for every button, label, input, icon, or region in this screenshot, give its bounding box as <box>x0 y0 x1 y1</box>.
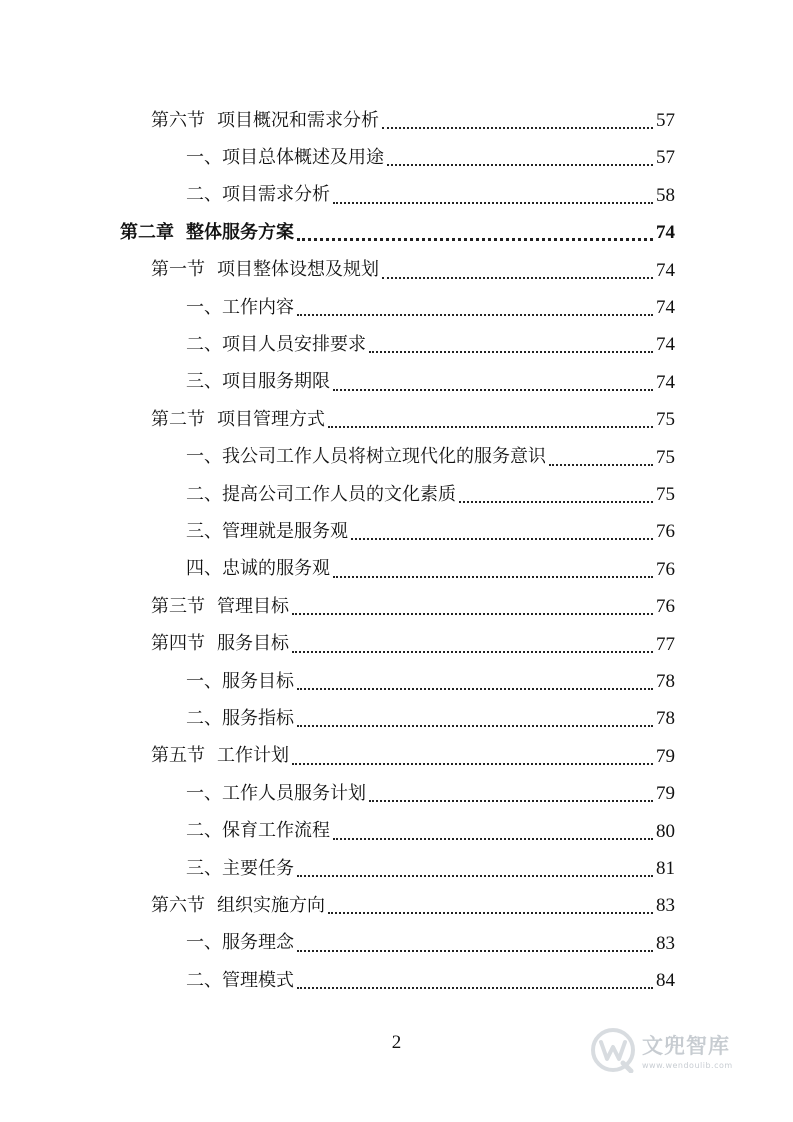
toc-dot-leader <box>297 314 653 316</box>
toc-entry-number: 三、 <box>186 371 222 393</box>
toc-entry[interactable] <box>186 700 675 737</box>
toc-entry-page: 74 <box>656 259 675 281</box>
toc-entry[interactable] <box>151 252 675 289</box>
toc-dot-leader <box>297 688 653 690</box>
toc-entry-title: 服务目标 <box>222 670 294 692</box>
toc-entry-page: 74 <box>656 222 675 244</box>
toc-dot-leader <box>328 426 653 428</box>
toc-entry-number: 三、 <box>186 857 222 879</box>
toc-entry[interactable] <box>186 439 675 476</box>
toc-entry[interactable] <box>120 214 675 251</box>
toc-entry[interactable] <box>151 738 675 775</box>
toc-dot-leader <box>328 912 653 914</box>
toc-entry[interactable] <box>186 551 675 588</box>
toc-entry-page: 76 <box>656 521 675 543</box>
toc-entry-number: 一、 <box>186 670 222 692</box>
toc-entry-page: 83 <box>656 932 675 954</box>
toc-dot-leader <box>351 538 653 540</box>
toc-dot-leader <box>382 127 653 129</box>
toc-entry[interactable] <box>186 775 675 812</box>
toc-entry-number: 第二章 <box>120 221 174 243</box>
toc-entry-title: 服务目标 <box>217 633 289 655</box>
toc-entry-number: 一、 <box>186 446 222 468</box>
toc-entry-number: 第三节 <box>151 595 205 617</box>
toc-dot-leader <box>292 613 653 615</box>
toc-dot-leader <box>369 800 653 802</box>
toc-entry-page: 57 <box>656 147 675 169</box>
watermark-title: 文兜智库 <box>642 1033 730 1058</box>
toc-entry[interactable] <box>151 401 675 438</box>
toc-entry[interactable] <box>186 850 675 887</box>
toc-entry-title: 服务理念 <box>222 932 294 954</box>
toc-entry-number: 第五节 <box>151 745 205 767</box>
toc-entry-title: 忠诚的服务观 <box>222 558 330 580</box>
toc-dot-leader <box>297 238 653 241</box>
toc-dot-leader <box>369 351 653 353</box>
toc-entry[interactable] <box>186 139 675 176</box>
toc-entry-title: 项目总体概述及用途 <box>222 146 384 168</box>
toc-entry-page: 75 <box>656 446 675 468</box>
toc-entry-page: 84 <box>656 970 675 992</box>
toc-dot-leader <box>459 501 653 503</box>
toc-entry-title: 整体服务方案 <box>186 221 294 243</box>
toc-dot-leader <box>333 838 653 840</box>
toc-entry-page: 74 <box>656 297 675 318</box>
toc-entry-number: 二、 <box>186 483 222 505</box>
toc-entry-page: 75 <box>656 484 675 505</box>
toc-entry-title: 项目人员安排要求 <box>222 333 366 355</box>
toc-entry-number: 一、 <box>186 296 222 318</box>
toc-entry-number: 第六节 <box>151 894 205 916</box>
toc-entry-title: 主要任务 <box>222 857 294 879</box>
toc-entry[interactable] <box>186 813 675 850</box>
toc-entry-number: 二、 <box>186 820 222 842</box>
toc-entry[interactable] <box>186 177 675 214</box>
toc-entry-title: 管理目标 <box>217 595 289 617</box>
toc-dot-leader <box>297 987 653 989</box>
toc-entry-page: 57 <box>656 110 675 131</box>
w-logo-icon <box>590 1027 636 1073</box>
toc-dot-leader <box>333 389 653 391</box>
toc-entry-number: 二、 <box>186 333 222 355</box>
toc-entry-title: 项目管理方式 <box>217 408 325 430</box>
toc-dot-leader <box>549 464 653 466</box>
toc-entry-number: 第四节 <box>151 633 205 655</box>
toc-entry-number: 三、 <box>186 520 222 542</box>
watermark-url: www.wendoulib.com <box>642 1060 733 1070</box>
toc-entry-page: 83 <box>656 895 675 917</box>
toc-entry-number: 一、 <box>186 932 222 954</box>
toc-entry-page: 78 <box>656 671 675 692</box>
toc-dot-leader <box>297 875 653 877</box>
toc-entry[interactable] <box>186 513 675 550</box>
toc-entry[interactable] <box>186 925 675 962</box>
toc-entry-title: 项目整体设想及规划 <box>217 259 379 281</box>
toc-entry-title: 我公司工作人员将树立现代化的服务意识 <box>222 446 546 468</box>
toc-entry-number: 第二节 <box>151 408 205 430</box>
toc-entry-number: 二、 <box>186 184 222 206</box>
toc-entry-title: 项目概况和需求分析 <box>217 109 379 131</box>
toc-entry-page: 77 <box>656 633 675 655</box>
toc-entry-title: 项目服务期限 <box>222 371 330 393</box>
toc-entry[interactable] <box>186 962 675 999</box>
toc-dot-leader <box>297 950 653 952</box>
toc-entry[interactable] <box>186 663 675 700</box>
toc-entry-title: 保育工作流程 <box>222 820 330 842</box>
toc-entry[interactable] <box>186 289 675 326</box>
toc-entry-page: 76 <box>656 596 675 618</box>
toc-entry-number: 四、 <box>186 558 222 580</box>
toc-entry-number: 一、 <box>186 146 222 168</box>
page-number: 2 <box>391 1032 402 1053</box>
toc-entry-number: 二、 <box>186 969 222 991</box>
toc-dot-leader <box>387 164 653 166</box>
toc-entry-title: 工作内容 <box>222 296 294 318</box>
toc-dot-leader <box>297 725 653 727</box>
toc-entry-page: 74 <box>656 334 675 356</box>
toc-entry-title: 工作计划 <box>217 745 289 767</box>
toc-entry-title: 项目需求分析 <box>222 184 330 206</box>
toc-entry-page: 75 <box>656 409 675 431</box>
toc-dot-leader <box>292 763 653 765</box>
toc-entry-number: 二、 <box>186 707 222 729</box>
toc-dot-leader <box>333 576 653 578</box>
toc-entry-page: 79 <box>656 745 675 767</box>
toc-entry-number: 第一节 <box>151 259 205 281</box>
toc-entry-title: 管理就是服务观 <box>222 520 348 542</box>
toc-entry-page: 74 <box>656 371 675 393</box>
toc-entry-title: 工作人员服务计划 <box>222 782 366 804</box>
toc-entry-number: 一、 <box>186 782 222 804</box>
toc-dot-leader <box>333 202 653 204</box>
toc-entry-page: 58 <box>656 184 675 206</box>
toc-entry-title: 服务指标 <box>222 707 294 729</box>
toc-entry[interactable] <box>151 626 675 663</box>
toc-entry-page: 81 <box>656 858 675 879</box>
toc-entry-number: 第六节 <box>151 109 205 131</box>
toc-entry-page: 78 <box>656 708 675 730</box>
toc-entry-page: 80 <box>656 820 675 842</box>
toc-entry-page: 76 <box>656 558 675 580</box>
watermark <box>590 1022 785 1077</box>
toc-entry-page: 79 <box>656 783 675 805</box>
toc-entry[interactable] <box>186 476 675 513</box>
toc-entry-title: 提高公司工作人员的文化素质 <box>222 483 456 505</box>
toc-entry-title: 管理模式 <box>222 969 294 991</box>
toc-entry[interactable] <box>151 887 675 924</box>
toc-entry[interactable] <box>186 326 675 363</box>
toc-entry[interactable] <box>151 102 675 139</box>
toc-entry-title: 组织实施方向 <box>217 894 325 916</box>
toc-dot-leader <box>292 651 653 653</box>
toc-dot-leader <box>382 277 653 279</box>
toc-entry[interactable] <box>151 588 675 625</box>
toc-entry[interactable] <box>186 364 675 401</box>
